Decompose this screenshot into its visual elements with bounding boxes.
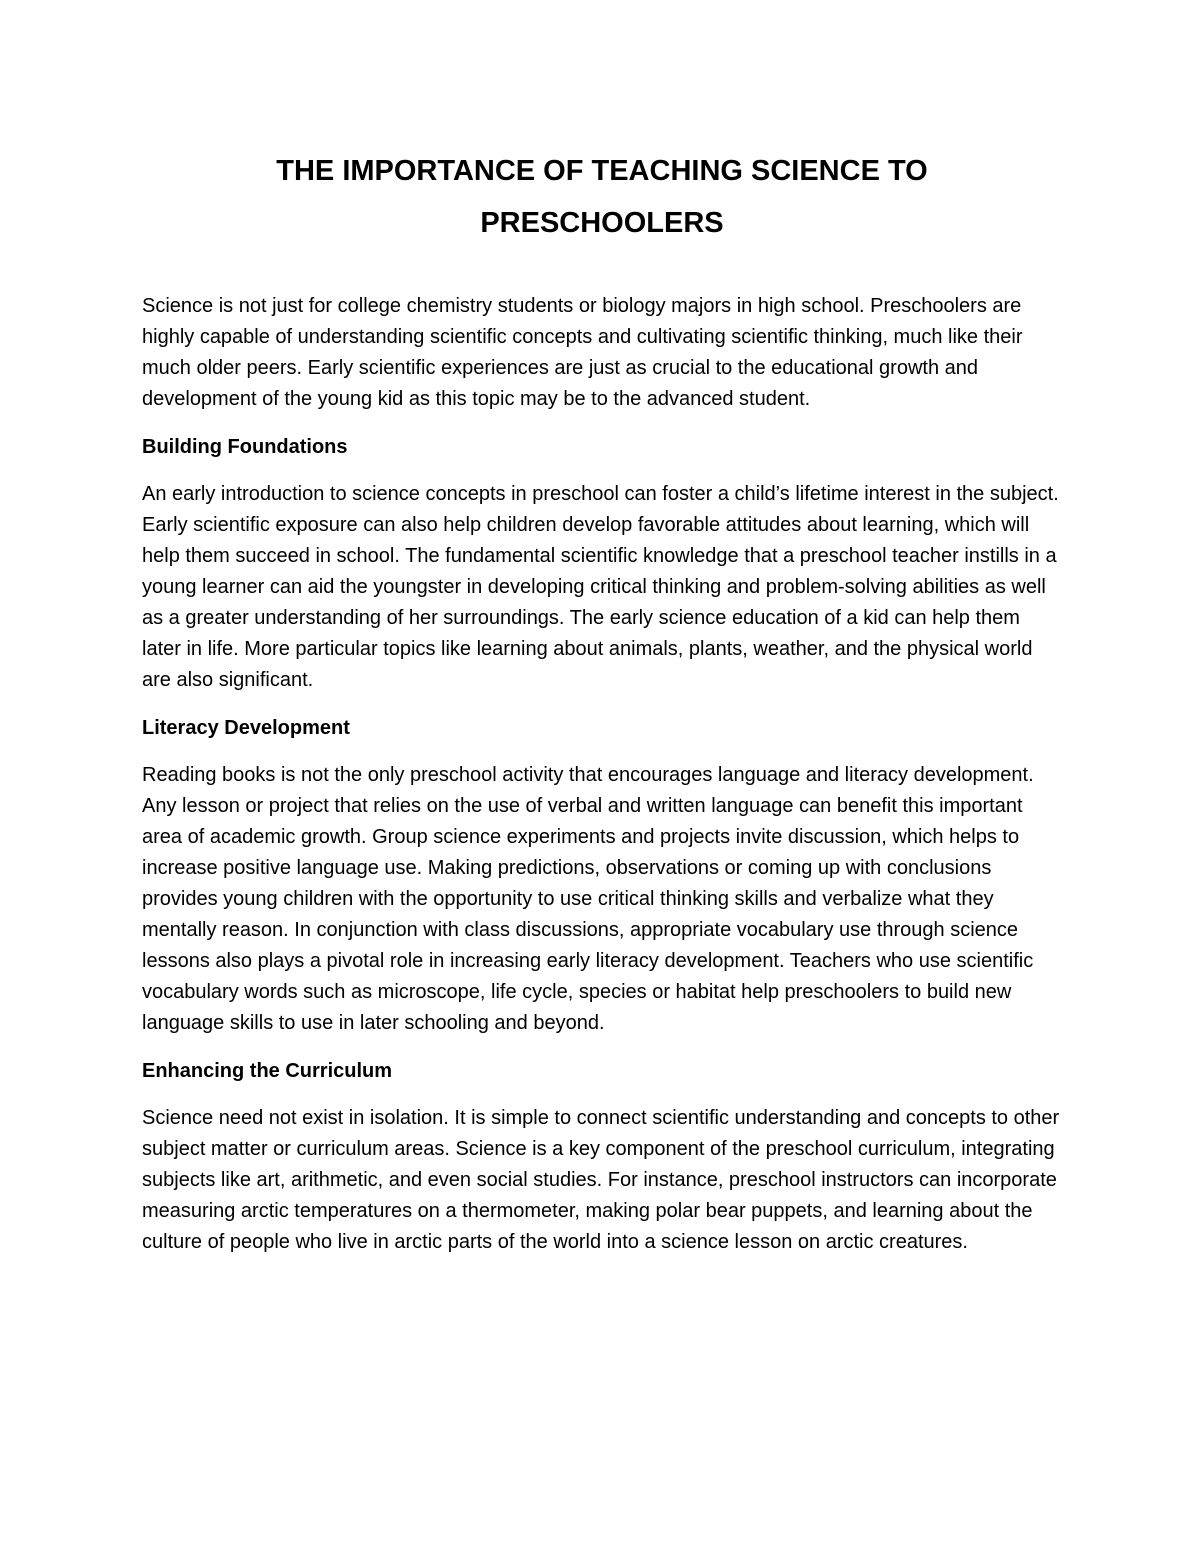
intro-paragraph: Science is not just for college chemistry students or biology majors in high school. Preschoolers are highly capable of understanding scientific concepts and cultivating scientific thinking, much like their much older peers. Early scientific experiences are just as crucial to the educational growth and development of the young kid as this topic may be to the advanced student. [142, 295, 1023, 410]
section-heading: Enhancing the Curriculum [142, 1060, 393, 1082]
section-paragraph: Science need not exist in isolation. It is simple to connect scientific understanding and concepts to other subject matter or curriculum areas. Science is a key component of the preschool curriculum, integrating subjects like art, arithmetic, and even social studies. For instance, preschool instructors can incorporate measuring arctic temperatures on a thermometer, making polar bear puppets, and learning about the culture of people who live in arctic parts of the world into a science lesson on arctic creatures. [142, 1107, 1060, 1253]
intro-section [142, 291, 1062, 415]
document-title [142, 145, 1062, 249]
title-line-2: PRESCHOOLERS [480, 207, 724, 239]
document-page [142, 0, 1062, 1258]
section-paragraph: Reading books is not the only preschool activity that encourages language and literacy development. Any lesson or project that relies on the use of verbal and written language can benefit this important area of academic growth. Group science experiments and projects invite discussion, which helps to increase positive language use. Making predictions, observations or coming up with conclusions provides young children with the opportunity to use critical thinking skills and verbalize what they mentally reason. In conjunction with class discussions, appropriate vocabulary use through science lessons also plays a pivotal role in increasing early literacy development. Teachers who use scientific vocabulary words such as microscope, life cycle, species or habitat help preschoolers to build new language skills to use in later schooling and beyond. [142, 764, 1034, 1034]
section-building-foundations [142, 432, 1062, 696]
title-line-1: THE IMPORTANCE OF TEACHING SCIENCE TO [276, 155, 928, 187]
section-enhancing-curriculum [142, 1056, 1062, 1258]
section-paragraph: An early introduction to science concepts in preschool can foster a child’s lifetime interest in the subject. Early scientific exposure can also help children develop favorable attitudes about learning, which will help them succeed in school. The fundamental scientific knowledge that a preschool teacher instills in a young learner can aid the youngster in developing critical thinking and problem-solving abilities as well as a greater understanding of her surroundings. The early science education of a kid can help them later in life. More particular topics like learning about animals, plants, weather, and the physical world are also significant. [142, 483, 1059, 691]
section-literacy-development [142, 713, 1062, 1039]
section-heading: Building Foundations [142, 436, 348, 458]
section-heading: Literacy Development [142, 717, 350, 739]
